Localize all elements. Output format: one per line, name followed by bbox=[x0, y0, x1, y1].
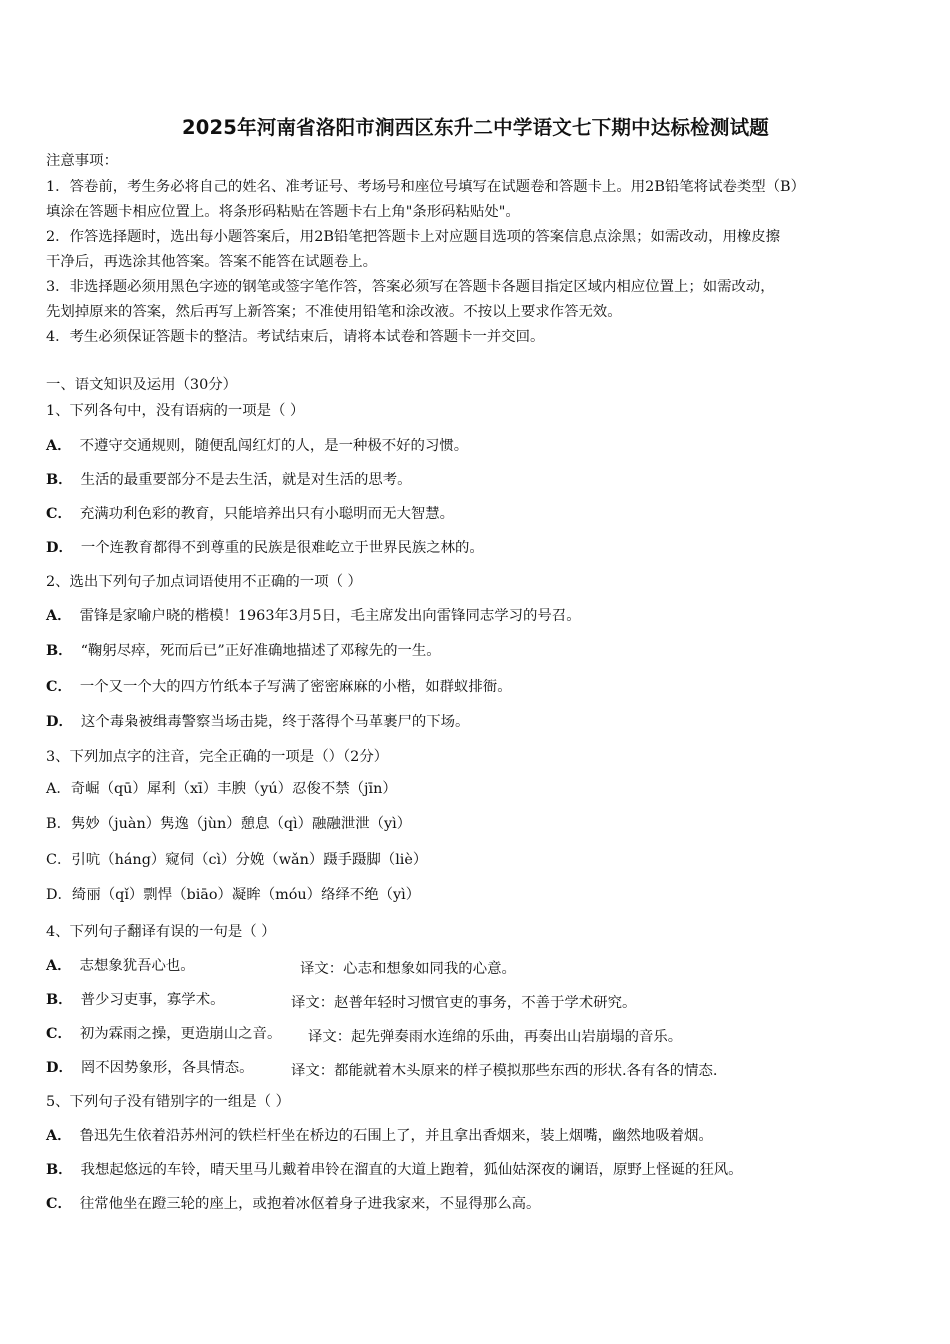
option-translation: 译文：起先弹奏雨水连绵的乐曲，再奏出山岩崩塌的音乐。 bbox=[308, 1029, 683, 1045]
section-heading: 一、语文知识及运用（30分） bbox=[46, 377, 237, 393]
option bbox=[46, 1025, 281, 1043]
option-letter: A． bbox=[46, 437, 72, 454]
option bbox=[46, 991, 224, 1009]
option bbox=[46, 539, 484, 557]
option bbox=[46, 713, 469, 731]
option-text: 初为霖雨之操，更造崩山之音。 bbox=[79, 1026, 282, 1042]
notice-line: 3．非选择题必须用黑色字迹的钢笔或签字笔作答，答案必须写在答题卡各题目指定区域内相应位置上；如需改动， bbox=[46, 279, 775, 295]
option-translation: 译文：心志和想象如同我的心意。 bbox=[300, 961, 516, 977]
option: D．绮丽（qǐ）剽悍（biāo）凝眸（móu）络绎不绝（yì） bbox=[46, 887, 421, 903]
option bbox=[46, 1161, 743, 1179]
question-stem: 1、下列各句中，没有语病的一项是（ ） bbox=[46, 403, 305, 419]
option-text: 鲁迅先生依着沿苏州河的铁栏杆坐在桥边的石围上了，并且拿出香烟来，装上烟嘴，幽然地吸着烟。 bbox=[79, 1128, 713, 1144]
option-text: 充满功利色彩的教育，只能培养出只有小聪明而无大智慧。 bbox=[79, 506, 455, 522]
option bbox=[46, 642, 441, 660]
notice-heading: 注意事项： bbox=[46, 153, 118, 169]
option-text: 罔不因势象形，各具情态。 bbox=[80, 1060, 254, 1076]
notice-line: 干净后，再选涂其他答案。答案不能答在试题卷上。 bbox=[46, 254, 377, 270]
option bbox=[46, 1127, 713, 1145]
option-letter: C． bbox=[46, 505, 72, 522]
option bbox=[46, 1195, 540, 1213]
option-text: “鞠躬尽瘁，死而后已”正好准确地描述了邓稼先的一生。 bbox=[80, 643, 441, 659]
option bbox=[46, 471, 412, 489]
question-stem: 3、下列加点字的注音，完全正确的一项是（）（2分） bbox=[46, 749, 389, 765]
option-letter: D． bbox=[46, 713, 73, 730]
option-text: 往常他坐在蹬三轮的座上，或抱着冰伛着身子进我家来，不显得那么高。 bbox=[79, 1196, 541, 1212]
option-translation: 译文：赵普年轻时习惯官吏的事务，不善于学术研究。 bbox=[291, 995, 637, 1011]
option-text: 生活的最重要部分不是去生活，就是对生活的思考。 bbox=[80, 472, 412, 488]
option-letter: B． bbox=[46, 642, 73, 659]
option-translation: 译文：都能就着木头原来的样子模拟那些东西的形状.各有各的情态. bbox=[291, 1063, 718, 1079]
option-letter: C． bbox=[46, 678, 72, 695]
option bbox=[46, 505, 454, 523]
option: A．奇崛（qū）犀利（xī）丰腴（yú）忍俊不禁（jīn） bbox=[46, 781, 397, 797]
option-letter: C． bbox=[46, 1195, 72, 1212]
option-text: 不遵守交通规则，随便乱闯红灯的人，是一种极不好的习惯。 bbox=[79, 438, 469, 454]
option-text: 雷锋是家喻户晓的楷模！1963年3月5日，毛主席发出向雷锋同志学习的号召。 bbox=[79, 608, 581, 624]
option-text: 一个连教育都得不到尊重的民族是很难屹立于世界民族之林的。 bbox=[80, 540, 484, 556]
notice-line: 1．答卷前，考生务必将自己的姓名、准考证号、考场号和座位号填写在试题卷和答题卡上。用2B铅笔将试卷类型（B） bbox=[46, 179, 805, 195]
option bbox=[46, 678, 512, 696]
option-letter: B． bbox=[46, 991, 73, 1008]
question-stem: 2、选出下列句子加点词语使用不正确的一项（ ） bbox=[46, 574, 362, 590]
option-text: 普少习吏事，寡学术。 bbox=[80, 992, 225, 1008]
option-letter: D． bbox=[46, 539, 73, 556]
notice-line: 2．作答选择题时，选出每小题答案后，用2B铅笔把答题卡上对应题目选项的答案信息点涂黑；如需改动，用橡皮擦 bbox=[46, 229, 781, 245]
question-stem: 4、下列句子翻译有误的一句是（ ） bbox=[46, 924, 276, 940]
option-text: 这个毒枭被缉毒警察当场击毙，终于落得个马革裹尸的下场。 bbox=[80, 714, 470, 730]
notice-line: 先划掉原来的答案，然后再写上新答案；不准使用铅笔和涂改液。不按以上要求作答无效。 bbox=[46, 304, 622, 320]
option-text: 志想象犹吾心也。 bbox=[79, 958, 195, 974]
option-letter: B． bbox=[46, 1161, 73, 1178]
option bbox=[46, 1059, 254, 1077]
question-stem: 5、下列句子没有错别字的一组是（ ） bbox=[46, 1094, 290, 1110]
option-letter: B． bbox=[46, 471, 73, 488]
option-letter: A． bbox=[46, 957, 72, 974]
option-text: 我想起悠远的车铃，晴天里马儿戴着串铃在溜直的大道上跑着，狐仙姑深夜的谰语，原野上怪诞的狂风。 bbox=[80, 1162, 743, 1178]
option: C．引吭（háng）窥伺（cì）分娩（wǎn）蹑手蹑脚（liè） bbox=[46, 852, 428, 868]
option-letter: A． bbox=[46, 1127, 72, 1144]
option-letter: D． bbox=[46, 1059, 73, 1076]
notice-line: 4．考生必须保证答题卡的整洁。考试结束后，请将本试卷和答题卡一并交回。 bbox=[46, 329, 545, 345]
option-letter: A． bbox=[46, 607, 72, 624]
option bbox=[46, 437, 468, 455]
page-title: 2025年河南省洛阳市涧西区东升二中学语文七下期中达标检测试题 bbox=[182, 116, 769, 139]
option-letter: C． bbox=[46, 1025, 72, 1042]
option: B．隽妙（juàn）隽逸（jùn）憩息（qì）融融泄泄（yì） bbox=[46, 816, 412, 832]
option bbox=[46, 957, 195, 975]
option-text: 一个又一个大的四方竹纸本子写满了密密麻麻的小楷，如群蚁排衙。 bbox=[79, 679, 512, 695]
option bbox=[46, 607, 581, 625]
notice-line: 填涂在答题卡相应位置上。将条形码粘贴在答题卡右上角"条形码粘贴处"。 bbox=[46, 204, 520, 220]
